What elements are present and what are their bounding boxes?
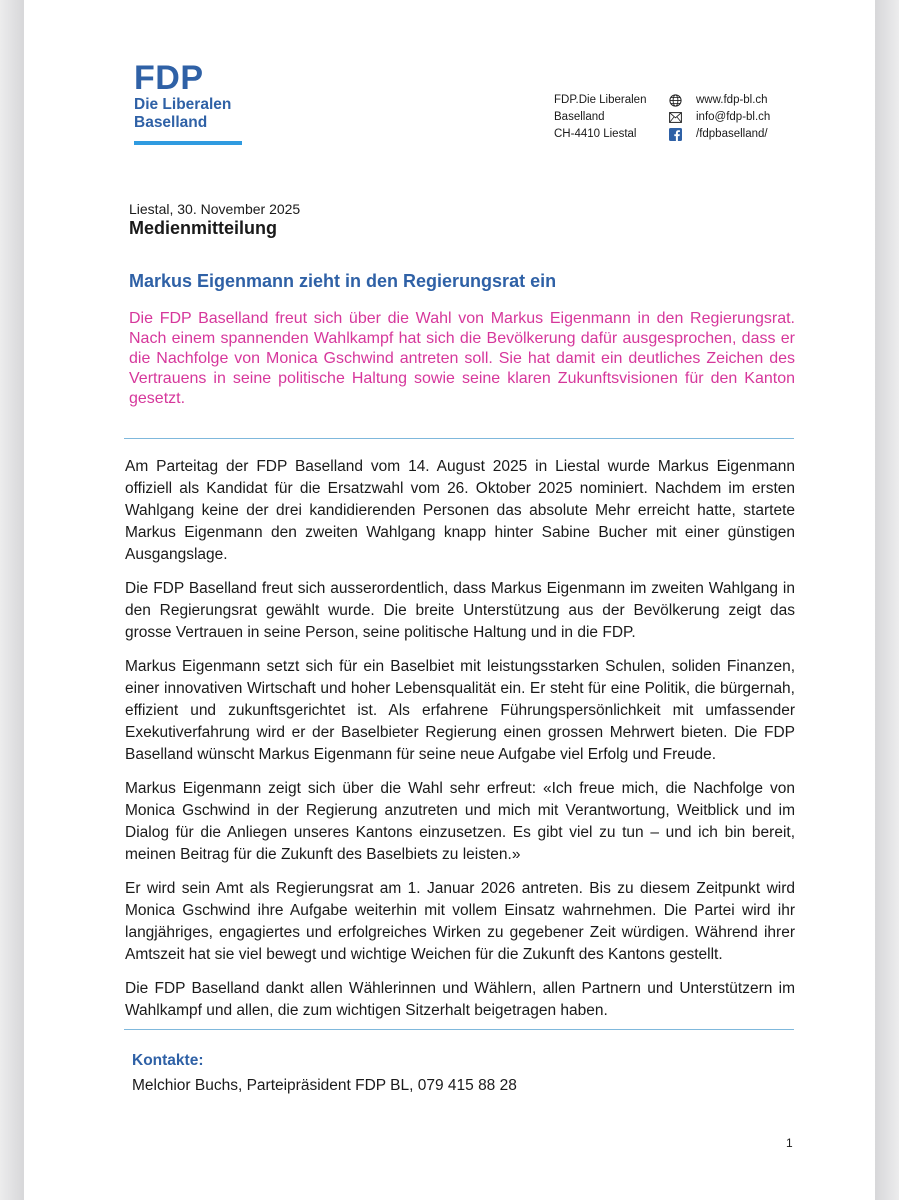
contact-facebook-link[interactable]: /fdpbaselland/ — [696, 128, 768, 140]
body-text — [125, 456, 795, 1034]
logo-wordmark: FDP — [134, 59, 204, 97]
body-paragraph: Die FDP Baselland dankt allen Wählerinnen und Wählern, allen Partnern und Unterstützern im Wahlkampf und allen, die zum wichtigen Sitzerhalt beigetragen haben. — [125, 980, 795, 1019]
document-page — [24, 0, 875, 1200]
envelope-icon — [668, 111, 682, 125]
contact-facebook-row[interactable] — [668, 126, 770, 143]
document-type: Medienmitteilung — [129, 218, 277, 238]
body-paragraph: Markus Eigenmann zeigt sich über die Wahl sehr erfreut: «Ich freue mich, die Nachfolge von Monica Gschwind in der Regierung anzutreten und mich mit Verantwortung, Weitblick und im Dialog für die Anliegen unseres Kantons einzusetzen. Es gibt viel zu tun – und ich bin bereit, meinen Beitrag für die Zukunft des Baselbiets zu leisten.» — [125, 780, 795, 863]
release-date: Liestal, 30. November 2025 — [129, 201, 301, 217]
body-paragraph: Am Parteitag der FDP Baselland vom 14. August 2025 in Liestal wurde Markus Eigenmann offiziell als Kandidat für die Ersatzwahl vom 26. Oktober 2025 nominiert. Nachdem im ersten Wahlgang keine der drei kandidierenden Personen das absolute Mehr erreicht hatte, startete Markus Eigenmann den zweiten Wahlgang knapp hinter Sabine Bucher mit einer günstigen Ausgangslage. — [125, 458, 795, 563]
sender-address — [554, 92, 646, 143]
kontakte-heading: Kontakte: — [132, 1052, 204, 1069]
contact-info — [668, 92, 770, 143]
globe-icon — [668, 94, 682, 108]
page-shadow-right — [875, 0, 899, 1200]
body-paragraph: Markus Eigenmann setzt sich für ein Baselbiet mit leistungsstarken Schulen, soliden Finanzen, einer innovativen Wirtschaft und hoher Lebensqualität ein. Er steht für eine Politik, die bürgernah, effizient und zukunftsgerichtet ist. Als erfahrene Führungspersönlichkeit mit umfassender Exekutiverfahrung wird er der Baselbieter Regierung einen grossen Mehrwert bieten. Die FDP Baselland wünscht Markus Eigenmann für seine neue Aufgabe viel Erfolg und Freude. — [125, 658, 795, 763]
page-number: 1 — [786, 1136, 793, 1150]
logo-line-1: Die Liberalen — [134, 96, 232, 113]
contact-web-link[interactable]: www.fdp-bl.ch — [696, 94, 768, 106]
lead-paragraph: Die FDP Baselland freut sich über die Wahl von Markus Eigenmann in den Regierungsrat. Nach einem spannenden Wahlkampf hat sich die Bevölkerung dafür ausgesprochen, dass er die Nachfolge von Monica Gschwind antreten soll. Sie hat damit ein deutliches Zeichen des Vertrauens in seine politische Haltung sowie seine klaren Zukunftsvisionen für den Kanton gesetzt. — [129, 310, 795, 407]
page-shadow-left — [0, 0, 24, 1200]
contact-email-link[interactable]: info@fdp-bl.ch — [696, 111, 771, 123]
contact-email-row[interactable] — [668, 109, 770, 126]
body-paragraph: Er wird sein Amt als Regierungsrat am 1. Januar 2026 antreten. Bis zu diesem Zeitpunkt wird Monica Gschwind ihre Aufgabe weiterhin mit vollem Einsatz wahrnehmen. Die Partei wird ihr langjähriges, engagiertes und erfolgreiches Wirken zu gegebener Zeit würdigen. Während ihrer Amtszeit hat sie viel bewegt und wichtige Weichen für die Zukunft des Kantons gestellt. — [125, 880, 795, 963]
body-paragraph: Die FDP Baselland freut sich ausserordentlich, dass Markus Eigenmann im zweiten Wahlgang in den Regierungsrat gewählt wurde. Die breite Unterstützung aus der Bevölkerung zeigt das grosse Vertrauen in seine Person, seine politische Haltung und in die FDP. — [125, 580, 795, 641]
logo-line-2: Baselland — [134, 114, 208, 131]
address-city: CH-4410 Liestal — [554, 128, 637, 140]
headline: Markus Eigenmann zieht in den Regierungsrat ein — [129, 271, 557, 291]
divider-bottom — [124, 1029, 794, 1030]
contact-web-row[interactable] — [668, 92, 770, 109]
kontakte-person: Melchior Buchs, Parteipräsident FDP BL, 079 415 88 28 — [132, 1077, 517, 1094]
facebook-icon — [668, 128, 682, 142]
fdp-logo — [134, 60, 242, 145]
logo-underline — [134, 141, 242, 145]
divider-top — [124, 438, 794, 439]
address-region: Baselland — [554, 111, 605, 123]
address-org: FDP.Die Liberalen — [554, 94, 647, 106]
